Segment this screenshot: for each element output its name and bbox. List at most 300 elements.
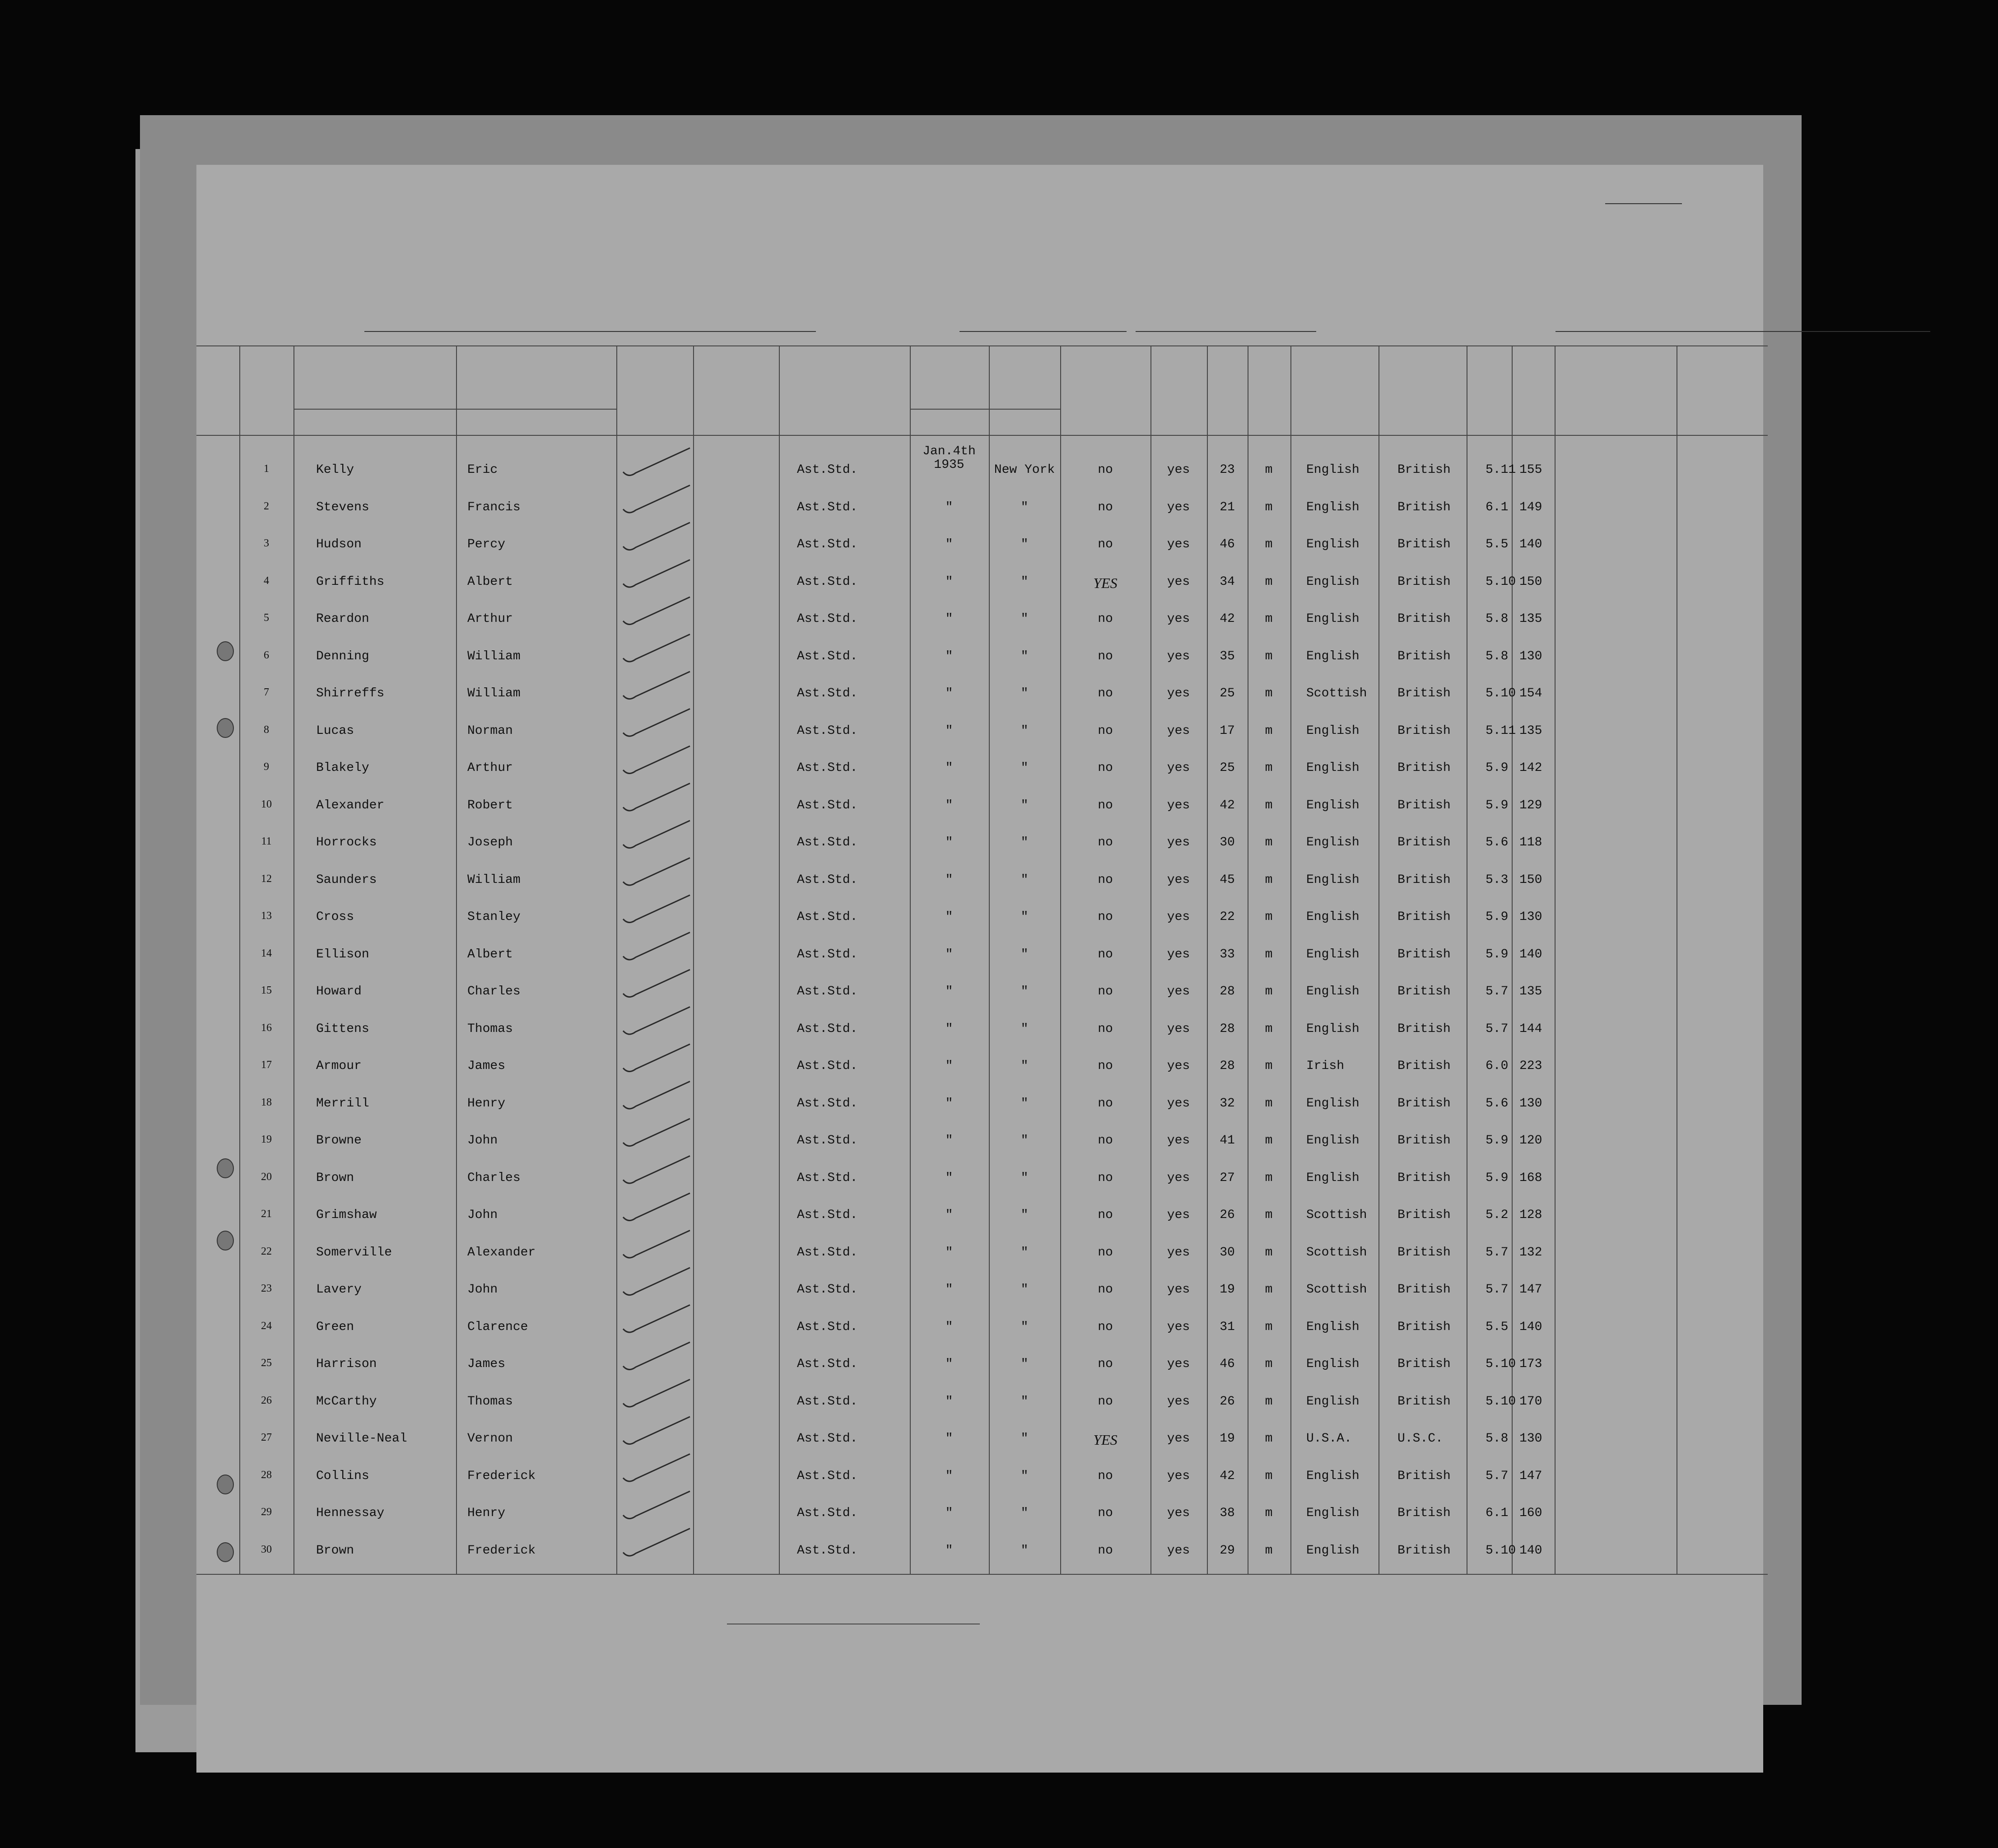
cell-paid: no <box>1098 910 1113 924</box>
cell-paid: no <box>1098 500 1113 514</box>
cell-sex: m <box>1265 463 1273 477</box>
cell-age: 27 <box>1220 1171 1235 1185</box>
cell-race: Scottish <box>1306 686 1367 700</box>
check-mark <box>623 1193 690 1221</box>
cell-no: 14 <box>261 947 272 959</box>
cell-read: yes <box>1167 1171 1190 1185</box>
check-mark <box>623 1342 690 1370</box>
cell-weight: 155 <box>1519 463 1542 477</box>
cell-weight: 120 <box>1519 1134 1542 1148</box>
cell-paid: YES <box>1093 1432 1118 1448</box>
cell-given: Charles <box>467 1171 521 1185</box>
cell-position: Ast.Std. <box>797 500 858 514</box>
cell-no: 19 <box>261 1134 272 1145</box>
cell-position: Ast.Std. <box>797 1432 858 1446</box>
cell-position: Ast.Std. <box>797 1059 858 1073</box>
cell-where: " <box>1020 1096 1029 1111</box>
cell-where: " <box>1020 686 1029 700</box>
check-mark <box>623 1305 690 1333</box>
cell-no: 9 <box>264 761 269 773</box>
cell-sex: m <box>1265 1059 1273 1073</box>
cell-family: Grimshaw <box>316 1208 377 1222</box>
cell-nationality: British <box>1397 500 1451 514</box>
cell-no: 29 <box>261 1506 272 1518</box>
cell-read: yes <box>1167 1320 1190 1334</box>
cell-age: 17 <box>1220 723 1235 738</box>
cell-weight: 168 <box>1519 1171 1542 1185</box>
cell-no: 2 <box>264 500 269 512</box>
cell-family: Ellison <box>316 947 369 961</box>
cell-weight: 149 <box>1519 500 1542 514</box>
cell-weight: 140 <box>1519 947 1542 961</box>
cell-weight: 154 <box>1519 686 1542 700</box>
cell-no: 10 <box>261 798 272 810</box>
cell-family: Somerville <box>316 1245 392 1260</box>
cell-where: " <box>1020 1134 1029 1148</box>
cell-weight: 140 <box>1519 1320 1542 1334</box>
cell-where: " <box>1020 1469 1029 1483</box>
cell-read: yes <box>1167 798 1190 812</box>
cell-age: 21 <box>1220 500 1235 514</box>
cell-read: yes <box>1167 500 1190 514</box>
cell-where: " <box>1020 1208 1029 1222</box>
cell-no: 13 <box>261 910 272 922</box>
cell-given: William <box>467 649 521 663</box>
cell-read: yes <box>1167 1357 1190 1371</box>
cell-read: yes <box>1167 1245 1190 1260</box>
cell-given: John <box>467 1208 498 1222</box>
cell-when: " <box>945 1320 953 1334</box>
cell-height: 5.10 <box>1486 1543 1516 1558</box>
cell-paid: no <box>1098 1208 1113 1222</box>
cell-given: Thomas <box>467 1022 513 1036</box>
cell-nationality: British <box>1397 985 1451 999</box>
cell-no: 16 <box>261 1022 272 1034</box>
cell-where: " <box>1020 1506 1029 1520</box>
cell-given: William <box>467 686 521 700</box>
cell-family: Merrill <box>316 1096 369 1111</box>
cell-height: 5.9 <box>1486 798 1509 812</box>
cell-sex: m <box>1265 1245 1273 1260</box>
cell-read: yes <box>1167 649 1190 663</box>
cell-read: yes <box>1167 1543 1190 1558</box>
cell-paid: no <box>1098 1506 1113 1520</box>
cell-where: " <box>1020 910 1029 924</box>
cell-given: Arthur <box>467 612 513 626</box>
binder-hole <box>217 1231 234 1251</box>
cell-given: Alexander <box>467 1245 536 1260</box>
cell-where: " <box>1020 574 1029 589</box>
check-marks <box>196 165 1768 1700</box>
cell-nationality: British <box>1397 761 1451 775</box>
cell-paid: no <box>1098 1245 1113 1260</box>
cell-read: yes <box>1167 1432 1190 1446</box>
cell-family: Griffiths <box>316 574 385 589</box>
cell-read: yes <box>1167 910 1190 924</box>
cell-height: 5.10 <box>1486 574 1516 589</box>
cell-when: " <box>945 910 953 924</box>
cell-when: " <box>945 1245 953 1260</box>
cell-position: Ast.Std. <box>797 1357 858 1371</box>
cell-where: " <box>1020 761 1029 775</box>
cell-when: " <box>945 1208 953 1222</box>
cell-paid: no <box>1098 649 1113 663</box>
cell-given: Robert <box>467 798 513 812</box>
cell-age: 46 <box>1220 1357 1235 1371</box>
cell-weight: 150 <box>1519 873 1542 887</box>
cell-age: 32 <box>1220 1096 1235 1111</box>
cell-no: 25 <box>261 1357 272 1369</box>
cell-given: Vernon <box>467 1432 513 1446</box>
cell-family: Blakely <box>316 761 369 775</box>
cell-when: " <box>945 537 953 551</box>
cell-height: 5.7 <box>1486 1283 1509 1297</box>
cell-paid: no <box>1098 1543 1113 1558</box>
check-mark <box>623 1380 690 1407</box>
cell-when: " <box>945 873 953 887</box>
cell-when: " <box>945 1394 953 1409</box>
cell-height: 5.10 <box>1486 686 1516 700</box>
check-mark <box>623 1007 690 1035</box>
cell-race: English <box>1306 1506 1360 1520</box>
cell-nationality: British <box>1397 1469 1451 1483</box>
cell-height: 5.3 <box>1486 873 1509 887</box>
cell-race: English <box>1306 1469 1360 1483</box>
cell-when: Jan.4th 1935 <box>922 444 976 472</box>
cell-height: 5.11 <box>1486 723 1516 738</box>
cell-height: 5.8 <box>1486 612 1509 626</box>
cell-position: Ast.Std. <box>797 761 858 775</box>
cell-family: Saunders <box>316 873 377 887</box>
cell-paid: no <box>1098 723 1113 738</box>
cell-where: " <box>1020 1357 1029 1371</box>
check-mark <box>623 560 690 588</box>
cell-nationality: British <box>1397 1245 1451 1260</box>
cell-weight: 135 <box>1519 985 1542 999</box>
cell-race: English <box>1306 1394 1360 1409</box>
cell-position: Ast.Std. <box>797 910 858 924</box>
cell-when: " <box>945 1469 953 1483</box>
check-mark <box>623 1044 690 1072</box>
cell-given: John <box>467 1283 498 1297</box>
cell-family: Howard <box>316 985 362 999</box>
cell-sex: m <box>1265 723 1273 738</box>
cell-weight: 130 <box>1519 1096 1542 1111</box>
check-mark <box>623 1529 690 1556</box>
cell-weight: 130 <box>1519 1432 1542 1446</box>
cell-when: " <box>945 947 953 961</box>
cell-race: English <box>1306 835 1360 849</box>
cell-weight: 135 <box>1519 612 1542 626</box>
cell-where: " <box>1020 1245 1029 1260</box>
cell-race: U.S.A. <box>1306 1432 1352 1446</box>
cell-age: 38 <box>1220 1506 1235 1520</box>
cell-height: 5.5 <box>1486 537 1509 551</box>
cell-when: " <box>945 1283 953 1297</box>
cell-when: " <box>945 686 953 700</box>
cell-family: Reardon <box>316 612 369 626</box>
cell-where: " <box>1020 1022 1029 1036</box>
cell-paid: no <box>1098 612 1113 626</box>
cell-sex: m <box>1265 1320 1273 1334</box>
cell-family: Brown <box>316 1171 354 1185</box>
cell-position: Ast.Std. <box>797 873 858 887</box>
cell-race: English <box>1306 1096 1360 1111</box>
cell-when: " <box>945 1357 953 1371</box>
cell-read: yes <box>1167 1394 1190 1409</box>
cell-where: " <box>1020 835 1029 849</box>
cell-age: 31 <box>1220 1320 1235 1334</box>
cell-nationality: British <box>1397 873 1451 887</box>
cell-read: yes <box>1167 574 1190 589</box>
cell-family: Harrison <box>316 1357 377 1371</box>
cell-age: 28 <box>1220 1022 1235 1036</box>
cell-race: English <box>1306 723 1360 738</box>
cell-height: 5.10 <box>1486 1394 1516 1409</box>
cell-paid: no <box>1098 463 1113 477</box>
cell-age: 23 <box>1220 463 1235 477</box>
check-mark <box>623 597 690 625</box>
cell-height: 5.8 <box>1486 649 1509 663</box>
cell-age: 46 <box>1220 537 1235 551</box>
cell-position: Ast.Std. <box>797 1283 858 1297</box>
cell-no: 7 <box>264 686 269 698</box>
cell-family: Shirreffs <box>316 686 385 700</box>
binder-hole <box>217 1475 234 1494</box>
cell-when: " <box>945 835 953 849</box>
cell-sex: m <box>1265 574 1273 589</box>
cell-given: Albert <box>467 947 513 961</box>
cell-race: English <box>1306 463 1360 477</box>
cell-when: " <box>945 1432 953 1446</box>
cell-read: yes <box>1167 873 1190 887</box>
cell-nationality: British <box>1397 723 1451 738</box>
cell-position: Ast.Std. <box>797 947 858 961</box>
cell-weight: 135 <box>1519 723 1542 738</box>
cell-sex: m <box>1265 686 1273 700</box>
cell-where: " <box>1020 612 1029 626</box>
cell-sex: m <box>1265 761 1273 775</box>
cell-weight: 150 <box>1519 574 1542 589</box>
cell-sex: m <box>1265 1469 1273 1483</box>
cell-paid: no <box>1098 947 1113 961</box>
cell-no: 22 <box>261 1245 272 1257</box>
cell-position: Ast.Std. <box>797 798 858 812</box>
cell-race: English <box>1306 1022 1360 1036</box>
cell-sex: m <box>1265 1096 1273 1111</box>
cell-no: 12 <box>261 873 272 885</box>
cell-paid: no <box>1098 985 1113 999</box>
cell-when: " <box>945 649 953 663</box>
cell-nationality: British <box>1397 1357 1451 1371</box>
cell-paid: YES <box>1093 574 1118 591</box>
cell-race: English <box>1306 985 1360 999</box>
cell-when: " <box>945 1171 953 1185</box>
cell-where: " <box>1020 1320 1029 1334</box>
cell-nationality: British <box>1397 612 1451 626</box>
cell-weight: 147 <box>1519 1469 1542 1483</box>
cell-paid: no <box>1098 1357 1113 1371</box>
cell-position: Ast.Std. <box>797 537 858 551</box>
check-mark <box>623 858 690 886</box>
cell-paid: no <box>1098 1134 1113 1148</box>
cell-no: 11 <box>261 835 272 847</box>
cell-age: 42 <box>1220 798 1235 812</box>
cell-weight: 142 <box>1519 761 1542 775</box>
cell-no: 21 <box>261 1208 272 1220</box>
cell-where: New York <box>994 463 1055 477</box>
cell-nationality: U.S.C. <box>1397 1432 1443 1446</box>
cell-given: Frederick <box>467 1543 536 1558</box>
cell-nationality: British <box>1397 835 1451 849</box>
cell-family: Stevens <box>316 500 369 514</box>
cell-where: " <box>1020 947 1029 961</box>
cell-no: 8 <box>264 723 269 736</box>
cell-no: 26 <box>261 1394 272 1406</box>
cell-read: yes <box>1167 537 1190 551</box>
cell-where: " <box>1020 1394 1029 1409</box>
cell-read: yes <box>1167 1022 1190 1036</box>
cell-sex: m <box>1265 537 1273 551</box>
cell-when: " <box>945 1059 953 1073</box>
cell-family: Alexander <box>316 798 385 812</box>
cell-weight: 160 <box>1519 1506 1542 1520</box>
cell-where: " <box>1020 537 1029 551</box>
check-mark <box>623 821 690 848</box>
cell-paid: no <box>1098 1022 1113 1036</box>
cell-paid: no <box>1098 873 1113 887</box>
check-mark <box>623 933 690 960</box>
cell-given: Charles <box>467 985 521 999</box>
check-mark <box>623 1491 690 1519</box>
cell-position: Ast.Std. <box>797 612 858 626</box>
cell-weight: 140 <box>1519 1543 1542 1558</box>
cell-race: Scottish <box>1306 1245 1367 1260</box>
cell-sex: m <box>1265 612 1273 626</box>
cell-age: 33 <box>1220 947 1235 961</box>
cell-height: 5.9 <box>1486 761 1509 775</box>
cell-position: Ast.Std. <box>797 463 858 477</box>
cell-given: Francis <box>467 500 521 514</box>
cell-no: 1 <box>264 463 269 475</box>
cell-sex: m <box>1265 1432 1273 1446</box>
cell-age: 42 <box>1220 612 1235 626</box>
cell-when: " <box>945 985 953 999</box>
cell-race: English <box>1306 537 1360 551</box>
cell-weight: 147 <box>1519 1283 1542 1297</box>
cell-no: 30 <box>261 1543 272 1555</box>
cell-height: 5.6 <box>1486 835 1509 849</box>
cell-weight: 170 <box>1519 1394 1542 1409</box>
cell-no: 4 <box>264 574 269 587</box>
cell-given: Clarence <box>467 1320 528 1334</box>
check-mark <box>623 523 690 550</box>
cell-age: 25 <box>1220 761 1235 775</box>
cell-sex: m <box>1265 835 1273 849</box>
cell-given: James <box>467 1357 506 1371</box>
cell-nationality: British <box>1397 1506 1451 1520</box>
cell-race: English <box>1306 1320 1360 1334</box>
cell-race: English <box>1306 1171 1360 1185</box>
cell-age: 30 <box>1220 1245 1235 1260</box>
cell-paid: no <box>1098 1394 1113 1409</box>
check-mark <box>623 672 690 699</box>
cell-when: " <box>945 1506 953 1520</box>
cell-given: Albert <box>467 574 513 589</box>
cell-position: Ast.Std. <box>797 1469 858 1483</box>
cell-no: 23 <box>261 1283 272 1294</box>
cell-read: yes <box>1167 1059 1190 1073</box>
cell-when: " <box>945 1096 953 1111</box>
cell-weight: 132 <box>1519 1245 1542 1260</box>
check-mark <box>623 1082 690 1109</box>
cell-given: Arthur <box>467 761 513 775</box>
cell-race: English <box>1306 873 1360 887</box>
cell-read: yes <box>1167 1134 1190 1148</box>
cell-race: English <box>1306 574 1360 589</box>
cell-position: Ast.Std. <box>797 985 858 999</box>
cell-race: English <box>1306 1357 1360 1371</box>
cell-when: " <box>945 612 953 626</box>
cell-paid: no <box>1098 1283 1113 1297</box>
cell-age: 29 <box>1220 1543 1235 1558</box>
cell-race: English <box>1306 947 1360 961</box>
cell-height: 5.10 <box>1486 1357 1516 1371</box>
cell-nationality: British <box>1397 463 1451 477</box>
check-mark <box>623 448 690 476</box>
cell-where: " <box>1020 500 1029 514</box>
cell-paid: no <box>1098 537 1113 551</box>
cell-no: 3 <box>264 537 269 549</box>
cell-when: " <box>945 761 953 775</box>
cell-where: " <box>1020 873 1029 887</box>
cell-no: 5 <box>264 612 269 624</box>
cell-given: James <box>467 1059 506 1073</box>
cell-weight: 129 <box>1519 798 1542 812</box>
cell-position: Ast.Std. <box>797 1208 858 1222</box>
cell-height: 5.5 <box>1486 1320 1509 1334</box>
check-mark <box>623 1231 690 1258</box>
cell-given: William <box>467 873 521 887</box>
cell-family: Collins <box>316 1469 369 1483</box>
cell-sex: m <box>1265 1022 1273 1036</box>
cell-nationality: British <box>1397 1283 1451 1297</box>
cell-nationality: British <box>1397 1208 1451 1222</box>
binder-hole <box>217 1158 234 1178</box>
cell-family: Brown <box>316 1543 354 1558</box>
cell-given: Frederick <box>467 1469 536 1483</box>
cell-sex: m <box>1265 1543 1273 1558</box>
cell-weight: 223 <box>1519 1059 1542 1073</box>
cell-height: 5.9 <box>1486 1134 1509 1148</box>
cell-height: 6.1 <box>1486 500 1509 514</box>
check-mark <box>623 1268 690 1295</box>
cell-paid: no <box>1098 1469 1113 1483</box>
cell-nationality: British <box>1397 1394 1451 1409</box>
cell-height: 5.6 <box>1486 1096 1509 1111</box>
cell-read: yes <box>1167 985 1190 999</box>
cell-given: Eric <box>467 463 498 477</box>
cell-race: Irish <box>1306 1059 1345 1073</box>
cell-age: 19 <box>1220 1283 1235 1297</box>
cell-where: " <box>1020 649 1029 663</box>
cell-given: Henry <box>467 1506 506 1520</box>
cell-given: Joseph <box>467 835 513 849</box>
cell-given: Norman <box>467 723 513 738</box>
cell-nationality: British <box>1397 686 1451 700</box>
cell-family: Neville-Neal <box>316 1432 407 1446</box>
cell-sex: m <box>1265 649 1273 663</box>
